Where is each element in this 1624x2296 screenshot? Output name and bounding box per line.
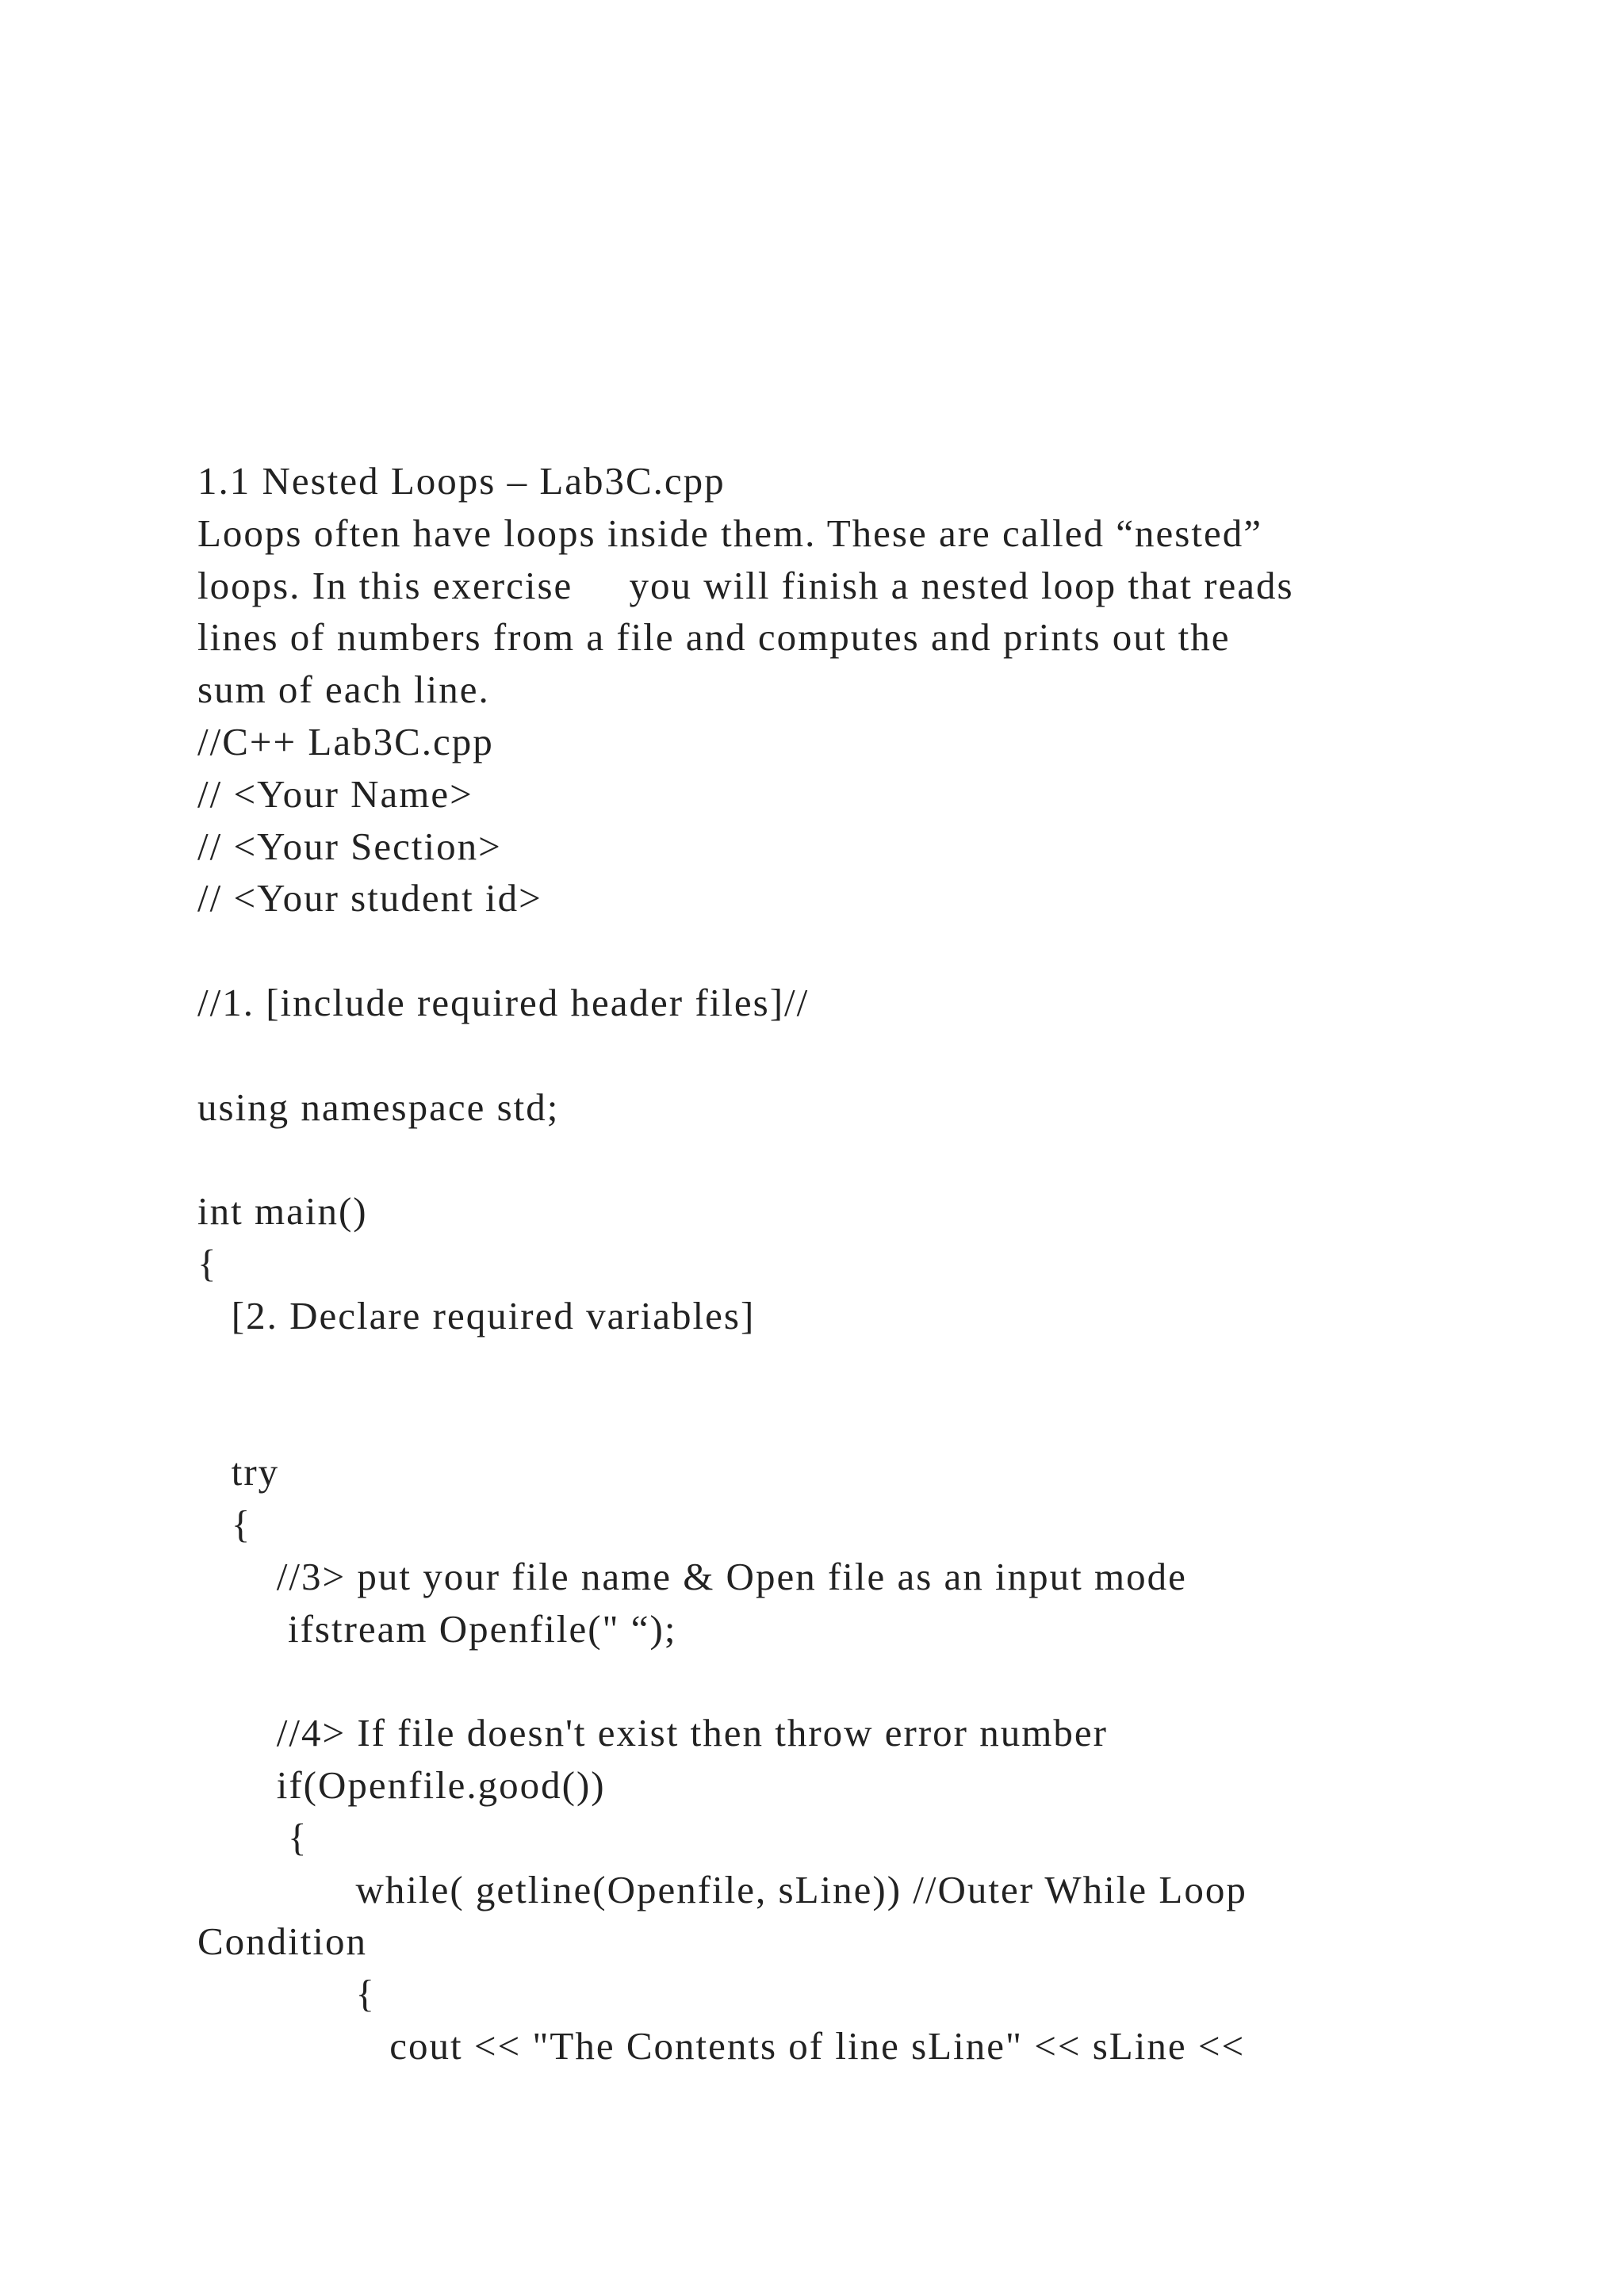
paragraph-line: loops. In this exercise you will finish a nested loop that reads <box>197 563 1294 607</box>
blank-line <box>197 1655 1545 1707</box>
code-line: { <box>197 1502 252 1546</box>
code-line: while( getline(Openfile, sLine)) //Outer While Loop <box>197 1867 1247 1911</box>
code-line: if(Openfile.good()) <box>197 1762 606 1807</box>
document-body <box>197 455 1545 2072</box>
code-line: cout << "The Contents of line sLine" << sLine << <box>197 2023 1246 2068</box>
blank-line <box>197 1029 1545 1081</box>
code-line: //4> If file doesn't exist then throw error number <box>197 1711 1108 1755</box>
code-line: using namespace std; <box>197 1085 560 1129</box>
code-line: // <Your student id> <box>197 876 542 920</box>
code-line: Condition <box>197 1919 368 1964</box>
code-line: { <box>197 1241 218 1285</box>
blank-line <box>197 1133 1545 1185</box>
code-line: int main() <box>197 1189 368 1234</box>
code-line: //3> put your file name & Open file as an input mode <box>197 1554 1187 1598</box>
code-line: // <Your Section> <box>197 824 502 868</box>
blank-line <box>197 924 1545 977</box>
code-line: { <box>197 1815 308 1859</box>
code-line: //1. [include required header files]// <box>197 980 810 1024</box>
paragraph-line: lines of numbers from a file and computes and prints out the <box>197 615 1231 660</box>
paragraph-line: sum of each line. <box>197 668 490 712</box>
section-heading: 1.1 Nested Loops – Lab3C.cpp <box>197 459 726 503</box>
blank-line <box>197 1394 1545 1446</box>
code-line: try <box>197 1450 280 1494</box>
code-line: //C++ Lab3C.cpp <box>197 719 494 763</box>
code-line: [2. Declare required variables] <box>197 1293 756 1337</box>
blank-line <box>197 1342 1545 1395</box>
code-line: ifstream Openfile(" “); <box>197 1606 677 1651</box>
code-line: // <Your Name> <box>197 771 473 816</box>
code-line: { <box>197 1972 377 2016</box>
paragraph-line: Loops often have loops inside them. These are called “nested” <box>197 511 1262 555</box>
